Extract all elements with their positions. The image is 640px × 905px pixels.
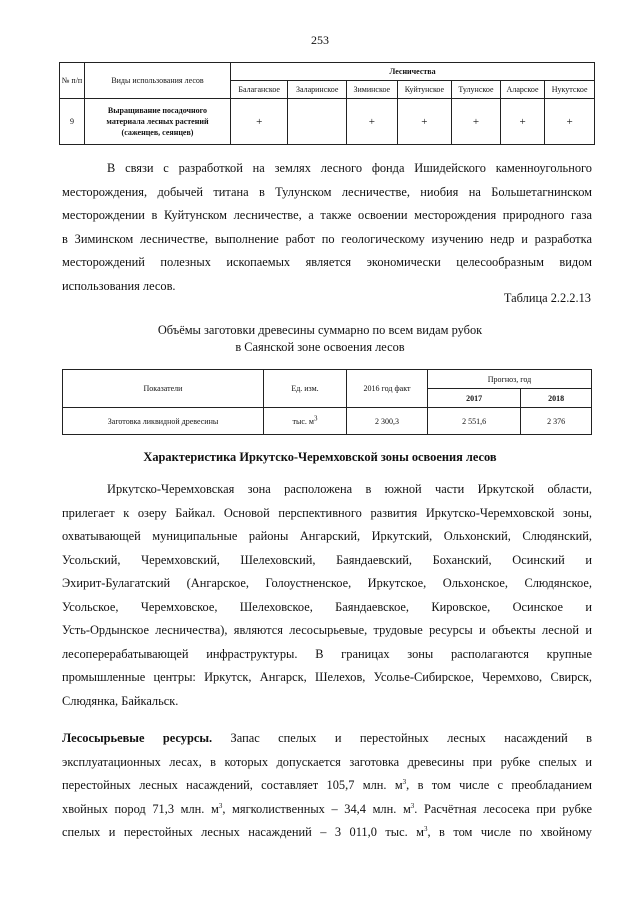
table-title-line-2: в Саянской зоне освоения лесов bbox=[235, 340, 405, 354]
paragraph2-line: Слюдянка, Байкальск. bbox=[62, 693, 179, 708]
row-forestry-mark: + bbox=[346, 99, 397, 145]
col-forestries-group-header: Лесничества bbox=[231, 63, 595, 81]
col-forestry-header: Балаганское bbox=[231, 81, 288, 99]
paragraph2-line: Усольское, Черемховское, Шелеховское, Баяндаевское, Кировское, Осинское и bbox=[62, 599, 592, 614]
row-fact-value: 2 300,3 bbox=[347, 408, 428, 435]
col-forestry-header: Тулунское bbox=[452, 81, 501, 99]
col-fact-header: 2016 год факт bbox=[347, 370, 428, 408]
page-number: 253 bbox=[311, 33, 329, 47]
row-forestry-mark bbox=[288, 99, 347, 145]
section-title: Характеристика Иркутско-Черемховской зоны освоения лесов bbox=[143, 450, 497, 464]
col-unit-header: Ед. изм. bbox=[264, 370, 347, 408]
resources-line-1: Лесосырьевые ресурсы. Запас спелых и перестойных лесных насаждений в bbox=[62, 731, 593, 745]
row-forestry-mark: + bbox=[452, 99, 501, 145]
table-title-line-1: Объёмы заготовки древесины суммарно по всем видам рубок bbox=[157, 323, 483, 337]
col-forestry-header: Аларское bbox=[500, 81, 545, 99]
paragraph-zone-description bbox=[62, 478, 592, 713]
row-indicator: Заготовка ликвидной древесины bbox=[63, 408, 264, 435]
col-indicator-header: Показатели bbox=[63, 370, 264, 408]
col-year-2018: 2018 bbox=[521, 389, 592, 408]
col-forestry-header: Заларинское bbox=[288, 81, 347, 99]
paragraph2-line: охватывающей муниципальные районы Ангарский, Иркутский, Ольхонский, Слюдянский, bbox=[62, 529, 592, 543]
paragraph2-line: промышленные центры: Иркутск, Ангарск, Шелехов, Усолье-Сибирское, Черемхово, Свирск, bbox=[62, 670, 592, 684]
col-forecast-header: Прогноз, год bbox=[428, 370, 592, 389]
col-year-2017: 2017 bbox=[428, 389, 521, 408]
paragraph-mining bbox=[62, 157, 592, 298]
paragraph1-line: месторождений полезных ископаемых является экономически целесообразным видом bbox=[62, 255, 592, 269]
row-forestry-mark: + bbox=[545, 99, 595, 145]
paragraph1-line: использования лесов. bbox=[62, 278, 176, 293]
paragraph2-line: Усольский, Черемховский, Шелеховский, Баяндаевский, Боханский, Осинский и bbox=[62, 552, 592, 567]
col-forestry-header: Нукутское bbox=[545, 81, 595, 99]
forestry-usage-table bbox=[59, 62, 595, 145]
row-forestry-mark: + bbox=[231, 99, 288, 145]
row-unit: тыс. $м^3$ bbox=[264, 408, 347, 435]
paragraph1-line: В связи с разработкой на землях лесного фонда Ишидейского каменноугольного bbox=[107, 161, 592, 175]
table-caption: Таблица 2.2.2.13 bbox=[503, 291, 591, 305]
col-forestry-header: Зиминское bbox=[346, 81, 397, 99]
row-usage-kind: Выращивание посадочного материала лесных растений (саженцев, сеянцев) bbox=[85, 99, 231, 145]
resources-line-5: спелых и перестойных лесных насаждений – 3 011,0 тыс. $м^3$, в том числе по хвойному bbox=[62, 824, 593, 839]
paragraph1-line: в Зиминском лесничестве, выполнение работ по геологическому изучению недр и разработка bbox=[62, 231, 592, 246]
paragraph1-line: месторождении в Куйтунском лесничестве, а также освоении месторождения природного газа bbox=[62, 208, 592, 222]
paragraph2-line: прилегает к озеру Байкал. Основой перспективного развития Иркутско-Черемховской зоны, bbox=[62, 505, 592, 520]
row-2018-value: 2 376 bbox=[521, 408, 592, 435]
col-usage-kind-header: Виды использования лесов bbox=[85, 63, 231, 99]
resources-line-3: перестойных лесных насаждений, составляет 105,7 млн. $м^3$, в том числе с преобладанием bbox=[62, 777, 592, 792]
timber-harvest-table bbox=[62, 369, 592, 435]
resources-line-4: хвойных пород 71,3 млн. $м^3$, мягколиственных – 34,4 млн. $м^3$. Расчётная лесосека при рубке bbox=[62, 801, 592, 816]
paragraph1-line: месторождения, добычей титана в Тулунском лесничестве, ниобия на Большетагнинском bbox=[62, 184, 592, 199]
resources-line-2: эксплуатационных лесах, в которых допускается заготовка древесины при рубке спелых и bbox=[62, 754, 592, 769]
paragraph-forest-resources bbox=[62, 727, 592, 845]
row-2017-value: 2 551,6 bbox=[428, 408, 521, 435]
row-forestry-mark: + bbox=[500, 99, 545, 145]
paragraph2-line: Иркутско-Черемховская зона расположена в южной части Иркутской области, bbox=[107, 482, 592, 496]
col-number-header: № п/п bbox=[60, 63, 85, 99]
col-forestry-header: Куйтунское bbox=[397, 81, 451, 99]
row-number: 9 bbox=[60, 99, 85, 145]
paragraph2-line: лесоперерабатывающей инфраструктуры. В границах зоны располагаются крупные bbox=[62, 646, 592, 661]
row-forestry-mark: + bbox=[397, 99, 451, 145]
paragraph2-line: Эхирит-Булагатский (Ангарское, Голоустненское, Иркутское, Ольхонское, Слюдянское, bbox=[62, 576, 592, 590]
resources-lead: Лесосырьевые ресурсы. bbox=[62, 731, 213, 745]
paragraph2-line: Усть-Ордынское лесничества), являются лесосырьевые, трудовые ресурсы и объекты лесной и bbox=[62, 623, 592, 637]
